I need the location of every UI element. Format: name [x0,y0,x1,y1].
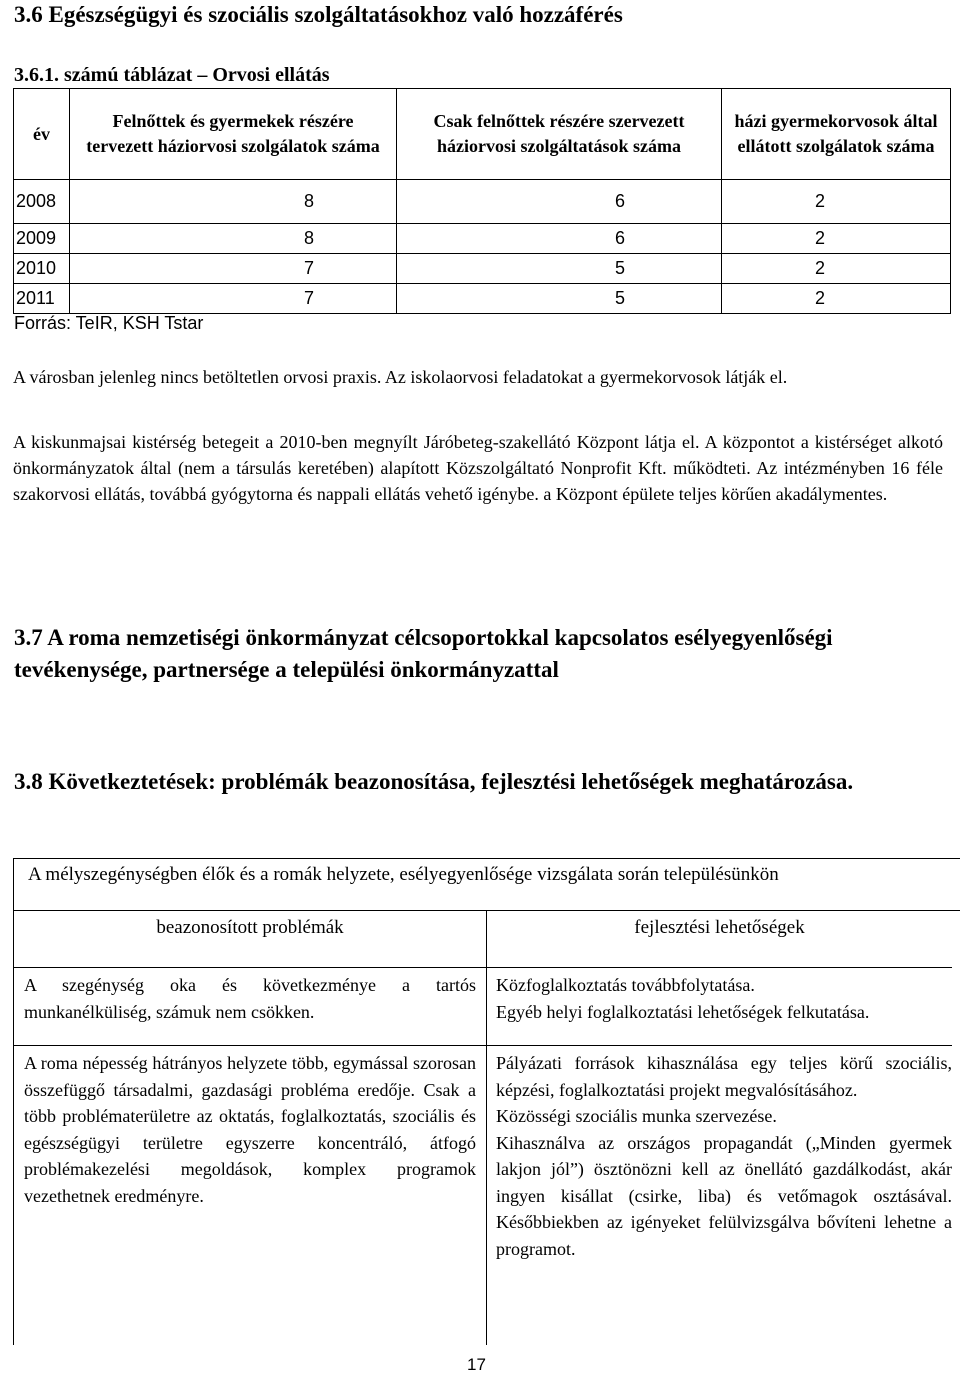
cell-year: 2009 [14,224,70,254]
table-row [14,254,951,284]
table-row [14,284,951,314]
page-number: 17 [467,1355,486,1374]
paragraph-praxis: A városban jelenleg nincs betöltetlen orvosi praxis. Az iskolaorvosi feladatokat a gyermekorvosok látják el. [13,367,788,387]
medical-care-table [13,88,951,314]
cell-value: 2 [722,180,951,224]
opportunity-item: Közösségi szociális munka szervezése. [496,1106,777,1126]
cell-value: 6 [397,180,722,224]
problem-cell: A szegénység oka és következménye a tartós munkanélküliség, számuk nem csökken. [14,967,486,1045]
cell-value: 7 [70,284,397,314]
cell-year: 2008 [14,180,70,224]
problems-column [14,911,487,1345]
header-adult-gp: Csak felnőttek részére szervezett háziorvosi szolgáltatások száma [397,89,722,180]
conclusions-columns [14,911,960,1345]
conclusions-table [13,858,960,1345]
cell-year: 2011 [14,284,70,314]
opportunity-item: Közfoglalkoztatás továbbfolytatása. [496,975,755,995]
problem-cell: A roma népesség hátrányos helyzete több, egymással szorosan összefüggő társadalmi, gazdasági probléma eredője. Csak a több problématerületre az oktatás, foglalkoztatás, szociális és egészségügyi területre egyszerre koncentráló, átfogó problémakezelési megoldások, komplex programok vezethetnek eredményre. [14,1045,486,1345]
opportunity-block [487,967,952,1045]
table-row [14,180,951,224]
opportunity-item: Pályázati források kihasználása egy teljes körű szociális, képzési, foglalkoztatási projekt megvalósításához. [496,1053,952,1100]
cell-value: 8 [70,180,397,224]
header-pediatric: házi gyermekorvosok által ellátott szolgálatok száma [722,89,951,180]
table1-caption: 3.6.1. számú táblázat – Orvosi ellátás [14,64,330,86]
cell-value: 6 [397,224,722,254]
header-year: év [14,89,70,180]
cell-year: 2010 [14,254,70,284]
cell-value: 5 [397,284,722,314]
heading-3-8: 3.8 Következtetések: problémák beazonosítása, fejlesztési lehetőségek meghatározása. [14,769,854,794]
opportunity-item: Egyéb helyi foglalkoztatási lehetőségek felkutatása. [496,1001,870,1022]
cell-value: 7 [70,254,397,284]
cell-value: 2 [722,284,951,314]
header-family-gp: Felnőttek és gyermekek részére tervezett háziorvosi szolgálatok száma [70,89,397,180]
paragraph-center: A kiskunmajsai kistérség betegeit a 2010-ben megnyílt Járóbeteg-szakellátó Központ látja el. A központot a kistérséget alkotó önkormányzatok által (nem a társulás keretében) alapított Közszolgáltató Nonprofit Kft. működteti. Az intézményben 16 féle szakorvosi ellátás, továbbá gyógytorna és nappali ellátás vehető igénybe. a Központ épülete teljes körűen akadálymentes. [13,432,943,504]
heading-3-7: 3.7 A roma nemzetiségi önkormányzat célcsoportokkal kapcsolatos esélyegyenlőségi tevékenysége, partnersége a települési önkormányzattal [14,625,833,682]
section-title: 3.6 Egészségügyi és szociális szolgáltatásokhoz való hozzáférés [14,2,623,27]
table1-source: Forrás: TeIR, KSH Tstar [14,313,204,333]
problems-column-header: beazonosított problémák [156,917,344,938]
opportunity-item: Kihasználva az országos propagandát („Minden gyermek lakjon jól”) ösztönözni kell az önellátó gazdálkodást, akár ingyen kisállat (csirke, liba) és vetőmagok osztásával. Későbbiekben az igényeket felülvizsgálva bővíteni lehetne a programot. [496,1132,952,1259]
opportunities-column-header: fejlesztési lehetőségek [634,917,805,938]
table-row [14,224,951,254]
cell-value: 2 [722,254,951,284]
table-header-row [14,89,951,180]
opportunity-block [487,1045,952,1345]
cell-value: 2 [722,224,951,254]
cell-value: 5 [397,254,722,284]
opportunities-column [487,911,960,1345]
cell-value: 8 [70,224,397,254]
conclusions-table-header: A mélyszegénységben élők és a romák helyzete, esélyegyenlősége vizsgálata során településünkön [14,859,960,911]
